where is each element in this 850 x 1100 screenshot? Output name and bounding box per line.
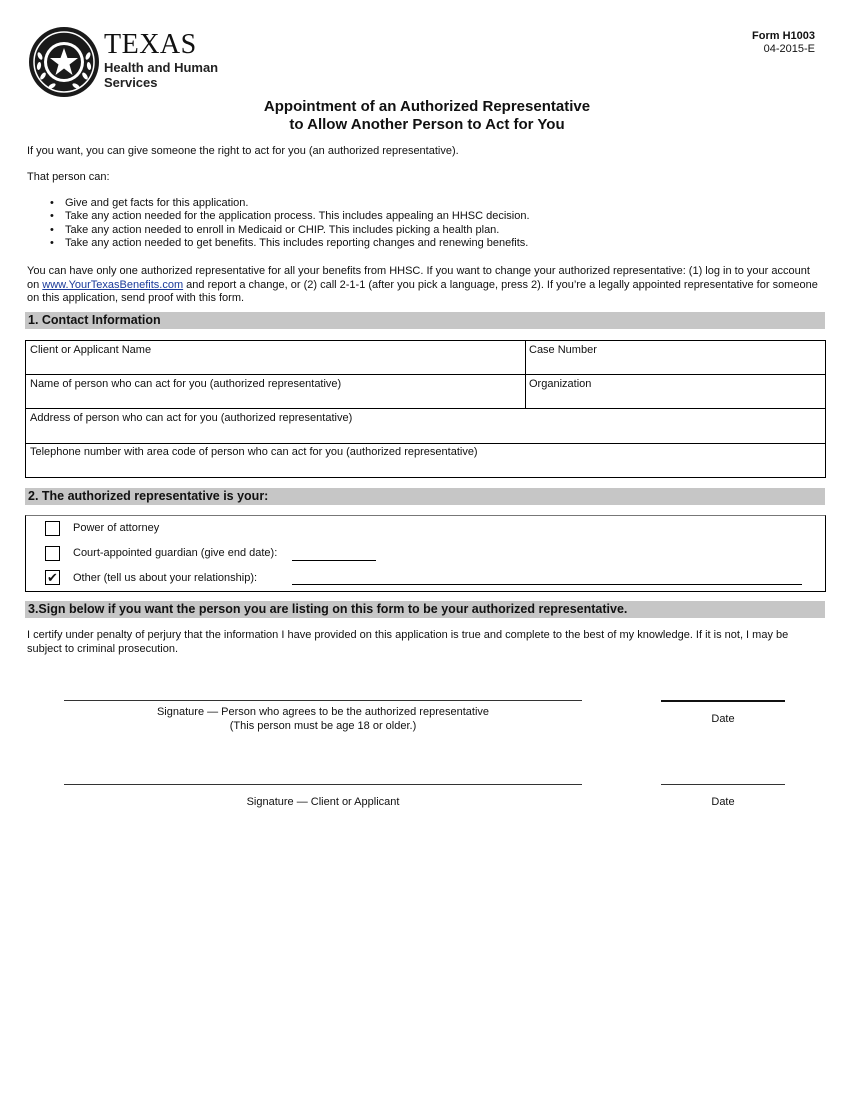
form-number-block (752, 30, 815, 56)
list-item: • Take any action needed to enroll in Medicaid or CHIP. This includes picking a health plan. (50, 224, 530, 237)
representative-phone-field[interactable] (30, 446, 820, 474)
organization-label: Organization (529, 378, 592, 390)
agency-subtitle-1: Health and Human (104, 60, 219, 75)
section-2-heading: 2. The authorized representative is your: (25, 488, 825, 505)
list-item: • Take any action needed to get benefits. This includes reporting changes and renewing benefits. (50, 237, 530, 250)
agency-title: TEXAS (104, 29, 197, 60)
representative-signature-line[interactable] (64, 700, 582, 701)
agency-name (104, 30, 218, 90)
contact-information-table (25, 340, 826, 478)
rights-list (50, 197, 530, 250)
other-relationship-label: Other (tell us about your relationship): (73, 572, 258, 584)
intro-paragraph-3-start: You can have only one authorized representative for all your benefits from HHSC. If you want to change your authorized representative: (1) log in to your account on (27, 265, 810, 291)
texas-star-seal-icon (28, 26, 100, 98)
organization-field[interactable] (529, 378, 819, 406)
power-of-attorney-label: Power of attorney (73, 522, 160, 534)
representative-type-options (25, 515, 826, 592)
client-signature-label: Signature — Client or Applicant (246, 796, 400, 808)
other-relationship-input[interactable] (292, 584, 802, 585)
certification-text: I certify under penalty of perjury that the information I have provided on this application is true and complete to the best of my knowledge. If it is not, I may be subject to criminal prosecution. (27, 629, 789, 655)
section-1-heading: 1. Contact Information (25, 312, 825, 329)
divider (26, 443, 825, 444)
court-guardian-checkbox[interactable] (45, 546, 60, 561)
court-guardian-label: Court-appointed guardian (give end date): (73, 547, 278, 559)
intro-paragraph-1: If you want, you can give someone the right to act for you (an authorized representative). (27, 145, 459, 157)
intro-paragraph-2: That person can: (27, 171, 110, 183)
representative-name-field[interactable] (30, 378, 520, 406)
representative-phone-label: Telephone number with area code of person who can act for you (authorized representative) (30, 446, 478, 458)
representative-name-label: Name of person who can act for you (authorized representative) (30, 378, 342, 390)
case-number-field[interactable] (529, 344, 819, 372)
client-date-label: Date (711, 796, 735, 808)
client-date-line[interactable] (661, 784, 785, 785)
representative-signature-label: Signature — Person who agrees to be the authorized representative (156, 706, 490, 718)
agency-subtitle-2: Services (104, 75, 158, 90)
section-3-heading: 3.Sign below if you want the person you are listing on this form to be your authorized representative. (25, 601, 825, 618)
representative-signature-caption (64, 706, 582, 733)
form-title-line-1: Appointment of an Authorized Representative (263, 98, 591, 115)
form-title-line-2: to Allow Another Person to Act for You (289, 116, 565, 133)
representative-date-line[interactable] (661, 700, 785, 702)
form-number: Form H1003 (752, 30, 815, 42)
client-signature-line[interactable] (64, 784, 582, 785)
client-name-label: Client or Applicant Name (30, 344, 152, 356)
list-item: • Take any action needed for the application process. This includes appealing an HHSC decision. (50, 210, 530, 223)
client-name-field[interactable] (30, 344, 520, 372)
representative-age-note: (This person must be age 18 or older.) (229, 719, 417, 732)
divider (26, 374, 825, 375)
case-number-label: Case Number (529, 344, 597, 356)
form-title (0, 98, 850, 134)
your-texas-benefits-link[interactable]: www.YourTexasBenefits.com (42, 278, 184, 291)
power-of-attorney-checkbox[interactable] (45, 521, 60, 536)
representative-address-label: Address of person who can act for you (authorized representative) (30, 412, 353, 424)
representative-date-label: Date (711, 713, 735, 725)
representative-address-field[interactable] (30, 412, 820, 440)
divider (26, 408, 825, 409)
intro-paragraph-3 (27, 265, 823, 306)
other-relationship-checkbox[interactable] (45, 570, 60, 585)
guardian-end-date-input[interactable] (292, 560, 376, 561)
intro-paragraph-3-end: and report a change, or (2) call 2-1-1 (after you pick a language, press 2). If you’re a legally appointed representative for someone on this application, send proof with this form. (27, 278, 818, 304)
form-date: 04-2015-E (763, 43, 815, 55)
list-item: • Give and get facts for this application. (50, 197, 530, 210)
check-mark-icon: ✔ (47, 570, 58, 585)
divider (525, 341, 526, 409)
